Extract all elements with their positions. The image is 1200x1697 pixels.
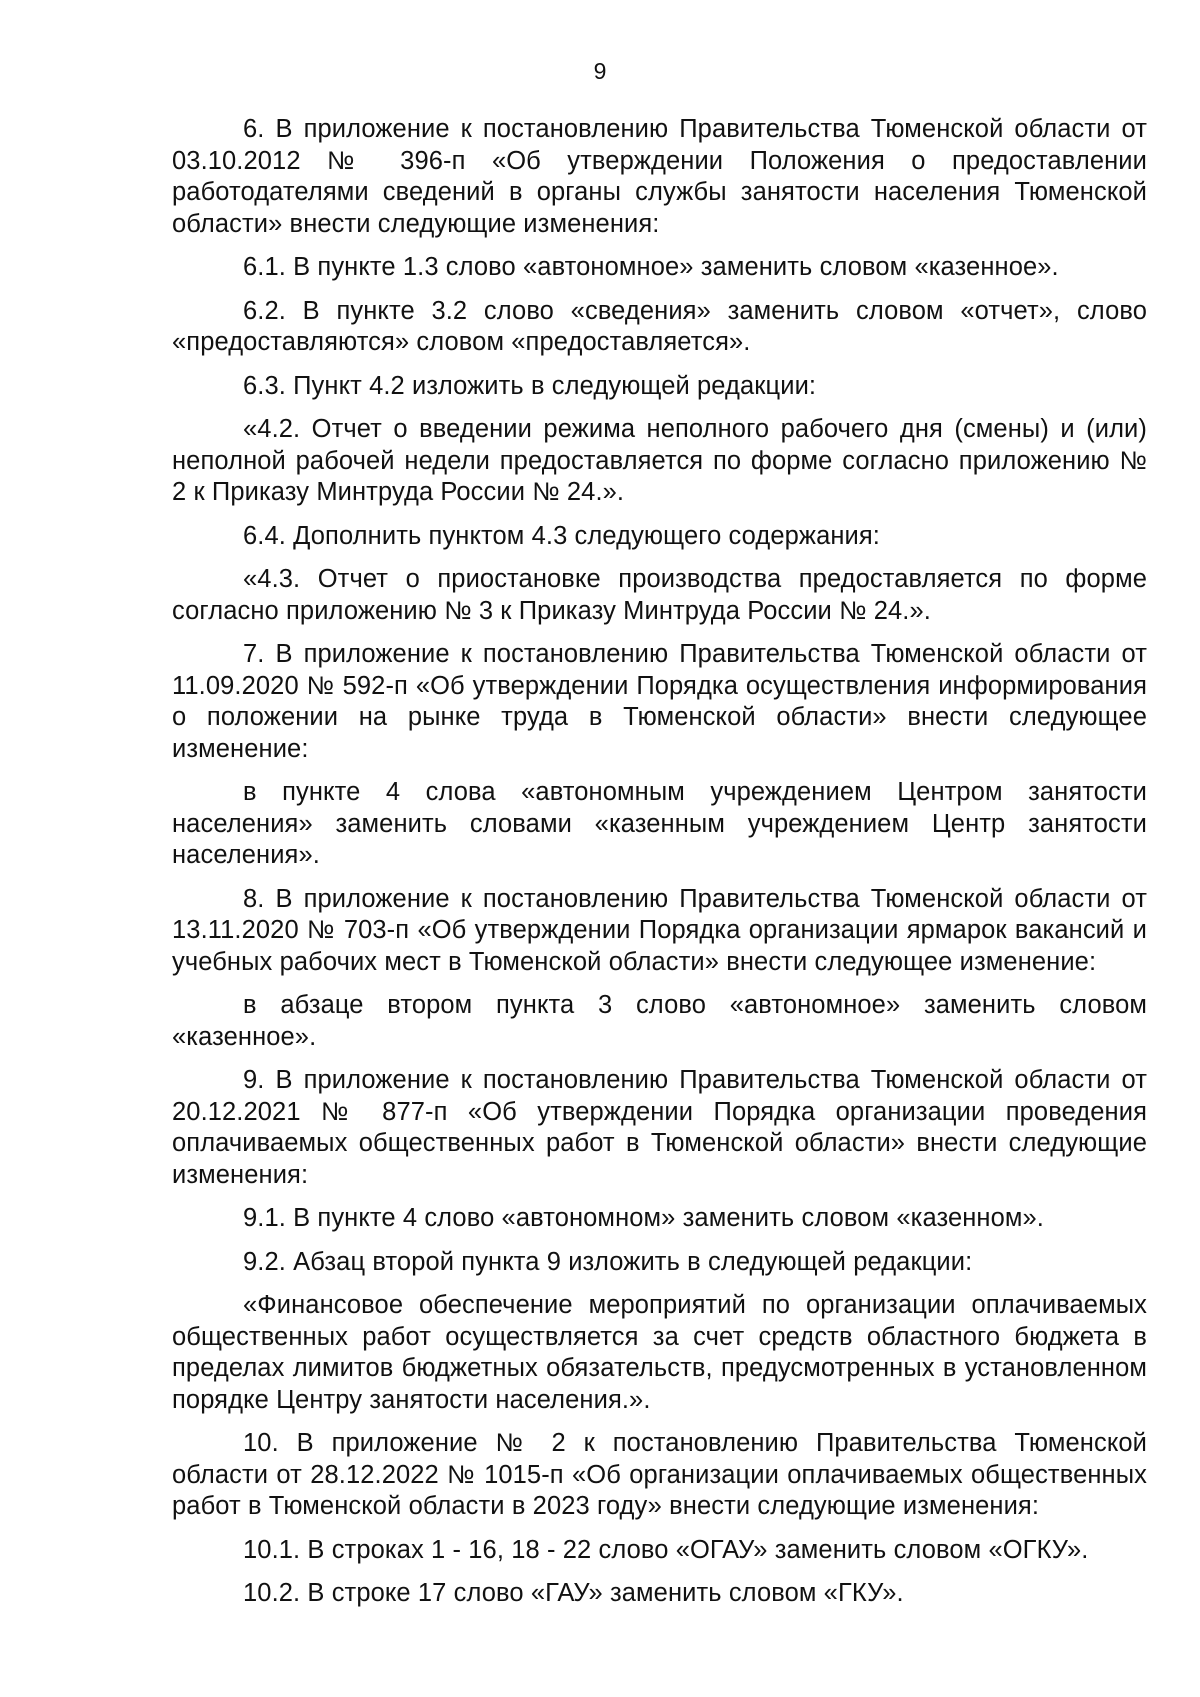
page-number: 9 xyxy=(593,58,607,84)
paragraph-item-10-1: 10.1. В строках 1 - 16, 18 - 22 слово «ОГАУ» заменить словом «ОГКУ». xyxy=(243,1535,1089,1564)
paragraph-item-6-1: 6.1. В пункте 1.3 слово «автономное» заменить словом «казенное». xyxy=(243,253,1059,281)
paragraph-item-6-2: 6.2. В пункте 3.2 слово «сведения» заменить словом «отчет», слово «предоставляются» словом «предоставляется». xyxy=(172,296,1147,356)
paragraph-item-8-change: в абзаце втором пункта 3 слово «автономное» заменить словом «казенное». xyxy=(172,991,1147,1051)
paragraph-item-6: 6. В приложение к постановлению Правительства Тюменской области от 03.10.2012 № 396-п «Об утверждении Положения о предоставлении работодателями сведений в органы службы занятости населения Тюменской области» внести следующие изменения: xyxy=(172,115,1147,238)
paragraph-quote-4-3: «4.3. Отчет о приостановке производства предоставляется по форме согласно приложению № 3 к Приказу Минтруда России № 24.». xyxy=(172,565,1147,625)
paragraph-item-9: 9. В приложение к постановлению Правительства Тюменской области от 20.12.2021 № 877-п «Об утверждении Порядка организации проведения оплачиваемых общественных работ в Тюменской области» внести следующие изменения: xyxy=(172,1066,1147,1189)
paragraph-item-7-change: в пункте 4 слова «автономным учреждением Центром занятости населения» заменить словами «казенным учреждением Центр занятости населения». xyxy=(172,778,1147,869)
paragraph-item-7: 7. В приложение к постановлению Правительства Тюменской области от 11.09.2020 № 592-п «Об утверждении Порядка осуществления информирования о положении на рынке труда в Тюменской области» внести следующее изменение: xyxy=(172,640,1147,763)
paragraph-item-10-2: 10.2. В строке 17 слово «ГАУ» заменить словом «ГКУ». xyxy=(243,1579,904,1607)
paragraph-quote-4-2: «4.2. Отчет о введении режима неполного рабочего дня (смены) и (или) неполной рабочей недели предоставляется по форме согласно приложению № 2 к Приказу Минтруда России № 24.». xyxy=(172,415,1147,506)
paragraph-item-10: 10. В приложение № 2 к постановлению Правительства Тюменской области от 28.12.2022 № 1015-п «Об организации оплачиваемых общественных работ в Тюменской области в 2023 году» внести следующие изменения: xyxy=(172,1429,1147,1520)
paragraph-item-9-1: 9.1. В пункте 4 слово «автономном» заменить словом «казенном». xyxy=(243,1204,1044,1232)
paragraph-item-8: 8. В приложение к постановлению Правительства Тюменской области от 13.11.2020 № 703-п «Об утверждении Порядка организации ярмарок вакансий и учебных рабочих мест в Тюменской области» внести следующее изменение: xyxy=(172,884,1147,976)
paragraph-quote-financing: «Финансовое обеспечение мероприятий по организации оплачиваемых общественных работ осуществляется за счет средств областного бюджета в пределах лимитов бюджетных обязательств, предусмотренных в установленном порядке Центру занятости населения.». xyxy=(172,1291,1147,1414)
paragraph-item-9-2: 9.2. Абзац второй пункта 9 изложить в следующей редакции: xyxy=(243,1247,973,1276)
paragraph-item-6-4: 6.4. Дополнить пунктом 4.3 следующего содержания: xyxy=(243,521,880,550)
paragraph-item-6-3: 6.3. Пункт 4.2 изложить в следующей редакции: xyxy=(243,371,817,400)
document-body xyxy=(172,114,1147,1622)
